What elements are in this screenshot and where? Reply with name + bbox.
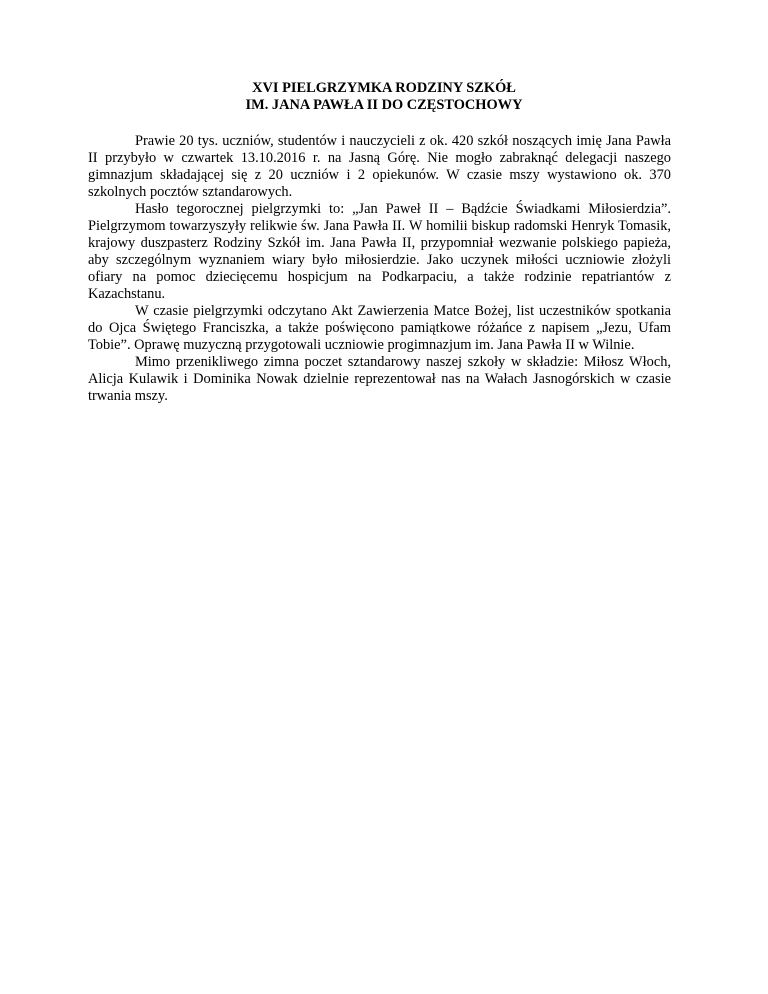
paragraph-1: Prawie 20 tys. uczniów, studentów i nauczycieli z ok. 420 szkół noszących imię Jana Pawła II przybyło w czwartek 13.10.2016 r. na Jasną Górę. Nie mogło zabraknąć delegacji naszego gimnazjum składającej się z 20 uczniów i 2 opiekunów. W czasie mszy wystawiono ok. 370 szkolnych pocztów sztandarowych. [88,133,671,200]
title-line-1: XVI PIELGRZYMKA RODZINY SZKÓŁ [252,80,516,96]
paragraph-3: W czasie pielgrzymki odczytano Akt Zawierzenia Matce Bożej, list uczestników spotkania do Ojca Świętego Franciszka, a także poświęcono pamiątkowe różańce z napisem „Jezu, Ufam Tobie”. Oprawę muzyczną przygotowali uczniowie progimnazjum im. Jana Pawła II w Wilnie. [88,303,671,353]
paragraph-4: Mimo przenikliwego zimna poczet sztandarowy naszej szkoły w składzie: Miłosz Włoch, Alicja Kulawik i Dominika Nowak dzielnie reprezentował nas na Wałach Jasnogórskich w czasie trwania mszy. [88,354,671,404]
document-title [88,80,680,114]
article-body [88,133,671,405]
paragraph-2: Hasło tegorocznej pielgrzymki to: „Jan Paweł II – Bądźcie Świadkami Miłosierdzia”. Pielgrzymom towarzyszyły relikwie św. Jana Pawła II. W homilii biskup radomski Henryk Tomasik, krajowy duszpasterz Rodziny Szkół im. Jana Pawła II, przypomniał wezwanie polskiego papieża, aby szczególnym wyznaniem wiary było miłosierdzie. Jako uczynek miłości uczniowie złożyli ofiary na pomoc dziecięcemu hospicjum na Podkarpaciu, a także rodzinie repatriantów z Kazachstanu. [88,201,671,302]
title-line-2: IM. JANA PAWŁA II DO CZĘSTOCHOWY [245,97,523,113]
